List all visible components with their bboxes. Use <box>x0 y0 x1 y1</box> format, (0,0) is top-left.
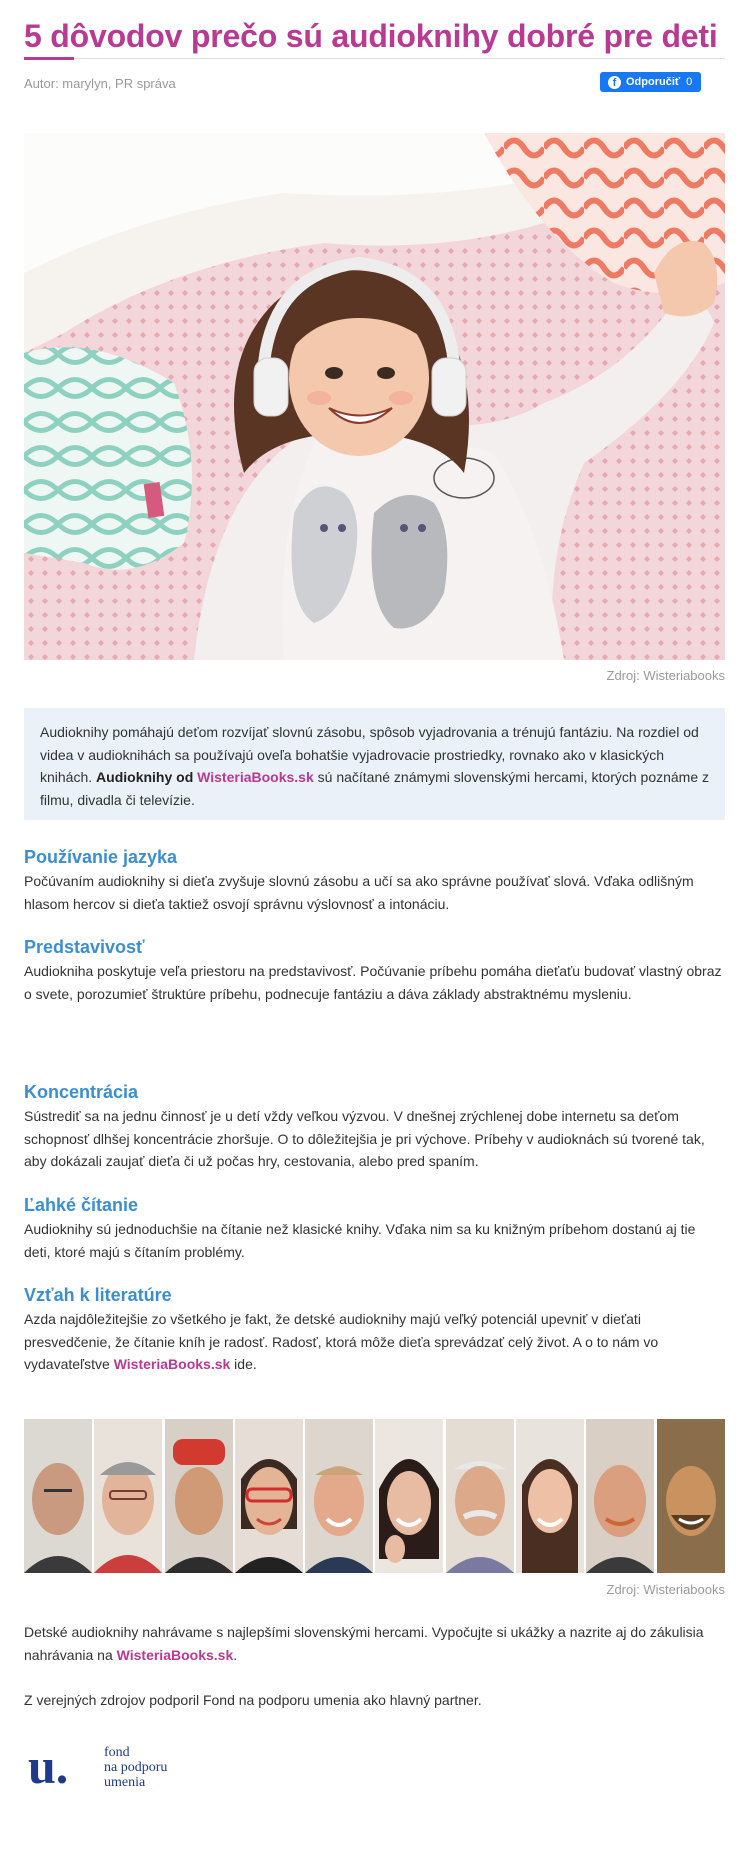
section-text-easy-reading: Audioknihy sú jednoduchšie na čítanie než klasické knihy. Vďaka nim sa ku knižným príbehom dostanú aj tie deti, ktoré majú s čítaním problémy. <box>24 1221 696 1260</box>
closing-text: Detské audioknihy nahrávame s najlepšími slovenskými hercami. Vypočujte si ukážky a nazrite aj do zákulisia nahrávania na <box>24 1624 704 1663</box>
hero-image-credit: Zdroj: Wisteriabooks <box>606 668 725 683</box>
section-text-literature <box>24 1308 725 1376</box>
closing-paragraph <box>24 1621 725 1666</box>
actor-portrait <box>446 1419 514 1573</box>
actor-portrait <box>165 1419 233 1573</box>
lead-suffix: sú načítané známymi slovenskými hercami, ktorých poznáme z filmu, divadla či televízie. <box>40 769 710 808</box>
literature-suffix: ide. <box>230 1356 257 1372</box>
section-text-concentration: Sústrediť sa na jednu činnosť je u detí vždy veľkou výzvou. V dnešnej zrýchlenej dobe internetu sa deťom schopnosť dlhšej koncentrácie zhoršuje. O to dôležitejšia je pri výchove. Príbehy v audioknách sú tvorené tak, aby dokázali zaujať dieťa či už počas hry, cestovania, alebo pred spaním. <box>24 1108 705 1169</box>
facebook-recommend-button[interactable] <box>600 72 701 92</box>
actors-faces-strip <box>24 1419 725 1573</box>
title-divider <box>24 58 725 59</box>
recommend-count: 0 <box>686 76 693 88</box>
wisteriabooks-link[interactable]: WisteriaBooks.sk <box>197 769 314 785</box>
lead-bold-prefix: Audioknihy od <box>96 769 198 785</box>
actor-portrait <box>94 1419 162 1573</box>
section-heading-imagination: Predstavivosť <box>24 937 145 957</box>
section-heading-literature: Vzťah k literatúre <box>24 1285 172 1305</box>
actor-portrait <box>305 1419 373 1573</box>
logo-mark: u. <box>28 1738 69 1794</box>
logo-line-3: umenia <box>104 1775 146 1790</box>
faces-image-credit: Zdroj: Wisteriabooks <box>606 1582 725 1597</box>
logo-line-1: fond <box>104 1745 130 1760</box>
logo-line-2: na podporu <box>104 1760 168 1775</box>
recommend-label: Odporučiť <box>626 76 681 88</box>
section-text-imagination: Audiokniha poskytuje veľa priestoru na predstavivosť. Počúvanie príbehu pomáha dieťaťu budovať vlastný obraz o svete, porozumieť štruktúre príbehu, podnecuje fantáziu a dáva základy abstraktnému mysleniu. <box>24 963 722 1002</box>
actor-portrait <box>586 1419 654 1573</box>
actor-portrait <box>235 1419 303 1573</box>
closing-suffix: . <box>233 1646 238 1663</box>
article-author: Autor: marylyn, PR správa <box>24 76 176 91</box>
actor-portrait <box>375 1419 443 1573</box>
literature-text: Azda najdôležitejšie zo všetkého je fakt, že detské audioknihy majú veľký potenciál upevniť v dieťati presvedčenie, že čítanie kníh je radosť. Radosť, ktorá môže dieťa sprevádzať celý život. A o to nám vo vydavateľstve <box>24 1311 659 1372</box>
fond-na-podporu-umenia-logo[interactable] <box>28 1738 188 1795</box>
article-title: 5 dôvodov prečo sú audioknihy dobré pre deti <box>24 18 718 54</box>
section-heading-concentration: Koncentrácia <box>24 1082 139 1102</box>
actor-portrait <box>657 1419 725 1573</box>
actor-portrait <box>516 1419 584 1573</box>
actor-portrait <box>24 1419 92 1573</box>
wisteriabooks-link[interactable]: WisteriaBooks.sk <box>113 1356 231 1372</box>
wisteriabooks-link[interactable]: WisteriaBooks.sk <box>116 1646 234 1663</box>
title-divider-accent <box>24 57 74 60</box>
lead-text: Audioknihy pomáhajú deťom rozvíjať slovnú zásobu, spôsob vyjadrovania a trénujú fantáziu. Na rozdiel od videa v audioknihách sa používajú oveľa bohatšie vyjadrovacie prostriedky, rovnako ako v klasických knihách. <box>40 724 699 785</box>
support-note: Z verejných zdrojov podporil Fond na podporu umenia ako hlavný partner. <box>24 1692 482 1708</box>
hero-photo-girl-with-headphones <box>24 133 725 660</box>
facebook-icon: f <box>608 76 621 89</box>
lead-paragraph-box <box>24 708 725 820</box>
section-text-language: Počúvaním audioknihy si dieťa zvyšuje slovnú zásobu a učí sa ako správne používať slová. Vďaka odlišným hlasom hercov si dieťa taktiež osvojí správnu výslovnosť a intonáciu. <box>24 873 694 912</box>
section-heading-language: Používanie jazyka <box>24 847 178 867</box>
section-heading-easy-reading: Ľahké čítanie <box>24 1195 139 1215</box>
